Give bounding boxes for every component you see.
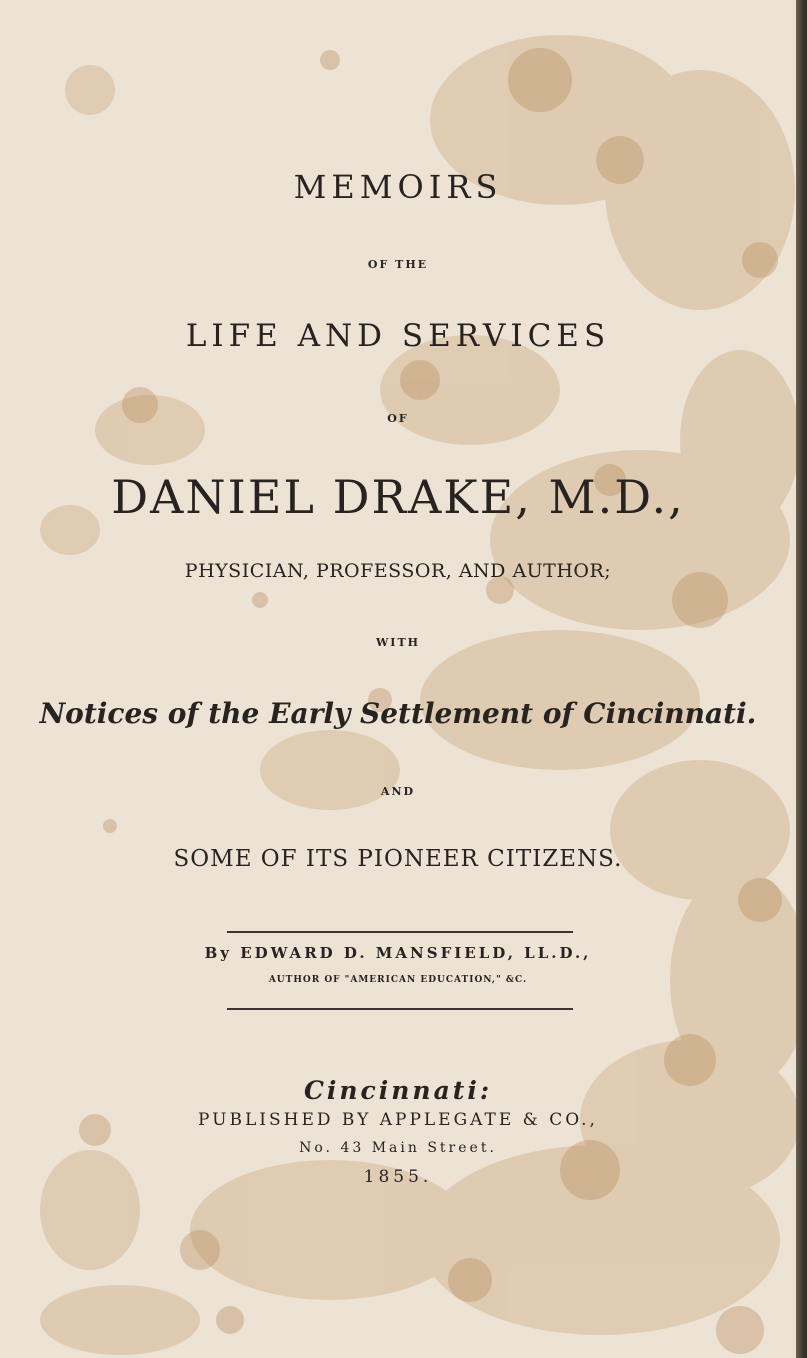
subtitle-pioneer-citizens: SOME OF ITS PIONEER CITIZENS. bbox=[173, 846, 623, 872]
imprint-address: No. 43 Main Street. bbox=[299, 1140, 497, 1156]
imprint-year: 1855. bbox=[363, 1167, 433, 1187]
title-life-and-services: LIFE AND SERVICES bbox=[185, 318, 611, 354]
author-byline: By EDWARD D. MANSFIELD, LL.D., bbox=[204, 944, 592, 962]
subject-roles: PHYSICIAN, PROFESSOR, AND AUTHOR; bbox=[184, 560, 612, 582]
divider-rule-bottom bbox=[227, 1008, 573, 1010]
subject-name: DANIEL DRAKE, M.D., bbox=[111, 470, 685, 524]
title-memoirs: MEMOIRS bbox=[293, 168, 503, 206]
connector-with: WITH bbox=[375, 636, 421, 649]
connector-of: OF bbox=[387, 412, 409, 425]
connector-of-the: OF THE bbox=[367, 258, 429, 271]
book-binding-edge bbox=[796, 0, 807, 1358]
imprint-city: Cincinnati: bbox=[303, 1076, 493, 1105]
connector-and: AND bbox=[380, 785, 416, 798]
divider-rule-top bbox=[227, 931, 573, 933]
imprint-publisher: PUBLISHED BY APPLEGATE & CO., bbox=[198, 1110, 598, 1130]
author-credentials: AUTHOR OF "AMERICAN EDUCATION," &C. bbox=[268, 975, 528, 985]
subtitle-notices: Notices of the Early Settlement of Cincinnati. bbox=[39, 697, 757, 730]
